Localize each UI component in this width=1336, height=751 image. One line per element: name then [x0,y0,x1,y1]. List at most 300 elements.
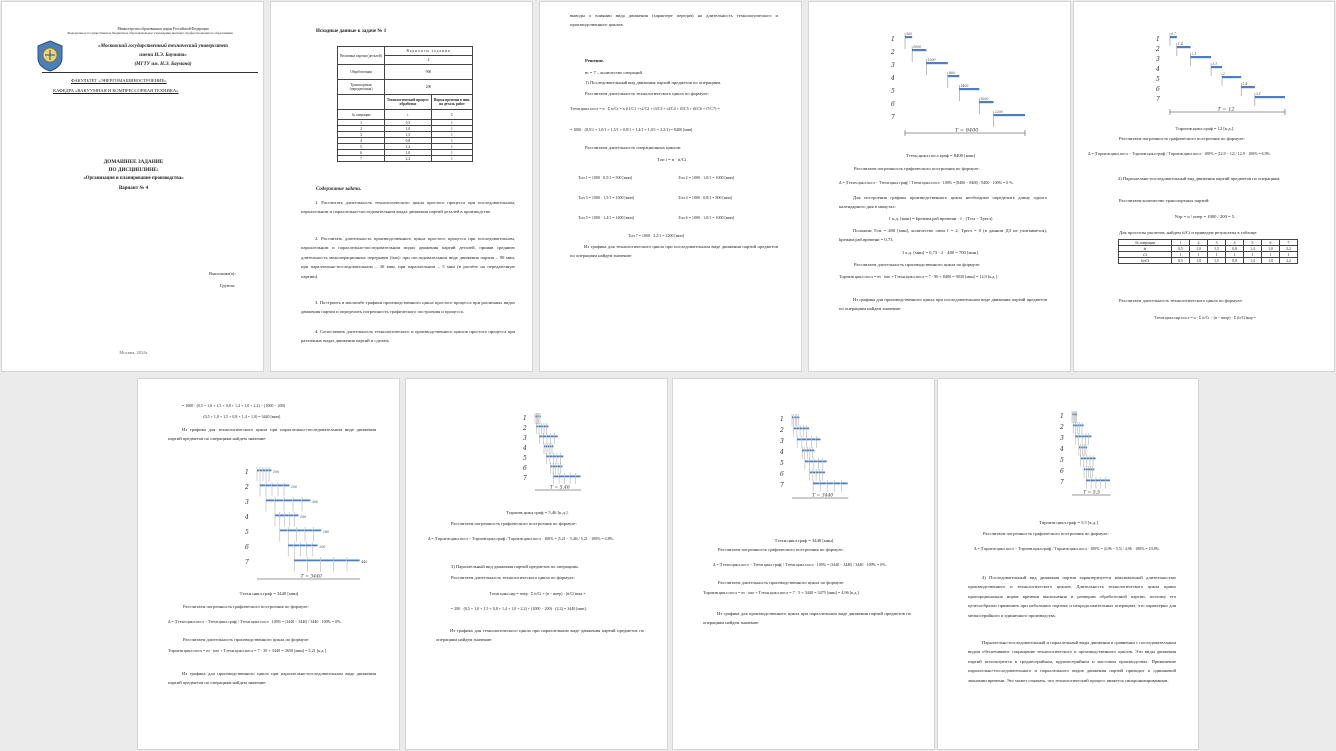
homework-title: ДОМАШНЕЕ ЗАДАНИЕ [103,159,164,165]
batch-bar [1081,458,1083,460]
content-title: Содержание задачи. [316,187,362,192]
page-5-production-graph[interactable] [1073,1,1335,372]
batch-bar [289,515,293,517]
table-cell: 200 [385,80,473,95]
table-cell: Норма времени в мин. на деталь работ [431,95,472,110]
batch-bar [550,456,553,458]
batch-bar [263,470,265,472]
row-label: 2 [523,425,527,432]
tech-cycle-label: Рассчитаем длительность технологического цикла по формуле: [451,575,575,580]
batch-bar [1089,436,1092,438]
operation-bar [905,36,912,38]
table-cell: 2,2 [385,156,432,162]
batch-bar [1101,480,1105,482]
batch-bar [795,417,796,419]
batch-bar [818,461,822,463]
table-cell: 1 [431,120,472,126]
table-cell [338,95,385,110]
batch-bar [802,450,804,452]
tech-formula-line-1: = 1000 · (0,5 + 1,0 + 1,5 + 0,8 + 1,4 + 1,0 + 2,2) − (1000 − 200) [182,403,285,408]
done-by-label: Выполнил(а): [209,271,236,276]
page-2-task[interactable] [270,1,533,372]
ministry-line: Министерство образования и науки Российской Федерации [117,27,209,31]
row-label: 5 [780,460,784,467]
batch-bar [812,439,816,441]
table-cell: 1 [1244,252,1262,258]
batch-bar [284,485,289,487]
row-label: 1 [245,469,249,476]
batch-bar [1084,458,1086,460]
operation-bar [1211,66,1222,68]
table-cell: 1 [1190,252,1208,258]
op-cycle-5: Tоп 5 = 1000 · 1,4/1 = 1400 [мин] [578,215,635,220]
table-cell: 1,0 [385,150,432,156]
table-cell: Величина партии (деталей) [338,47,385,65]
discipline-name: «Организация и планирование производства» [83,176,184,181]
table-cell: 1 [431,144,472,150]
op-cycle-7: Tоп 7 = 1000 · 2,2/1 = 2200 [мин] [628,233,685,238]
production-graph-intro: Из графика для производственного цикла при последовательном виде движения партий предметов по операциям найдем значение: [839,297,1047,312]
batch-bar [560,456,563,458]
batch-bar [1078,425,1080,427]
step-3-heading: 3) Параллельный вид движения партий предметов по операциям. [451,564,579,569]
row-label: 7 [1060,479,1064,486]
row-label: 4 [1060,446,1064,453]
table-cell: 1,0 [385,126,432,132]
batch-bar [539,426,541,428]
op-cycle-6: Tоп 6 = 1000 · 1,0/1 = 1000 [мин] [678,215,735,220]
row-label: 1 [780,416,784,423]
step-label: 1,4 [1177,42,1183,46]
batch-bar [813,483,819,485]
table-cell: 2,2 [1279,258,1297,264]
sequential-cycle-graph [889,32,1039,142]
graph-result: Tпроизв.цикл.граф = 5,46 [к.д.]. [506,510,569,515]
batch-bar [576,476,581,478]
step-label: 160 [300,515,307,519]
batch-bar [1091,469,1093,471]
batch-bar [312,545,317,547]
graph-result: Tтехн.цикл.посл.граф = 8400 [мин] [906,153,975,158]
error-formula-label: Рассчитаем погрешность графического построения по формуле: [983,531,1109,536]
batch-bar [1073,425,1075,427]
row-label: 1 [1060,413,1064,420]
task-paragraph-1: 1. Рассчитать длительность технологического цикла простого процесса при последовательном, параллельном и параллельно-последовательном видах движения партий деталей в производстве. [301,200,515,215]
batch-bar [297,530,305,532]
error-formula: Δ = |Tпроизв.цикл.посл − Tпроизв.цикл.граф| / Tпроизв.цикл.посл · 100% = |5,21 − 5,46| / 5,21 · 100% = 4,8%. [428,536,614,541]
intro-paragraph: выводы о влиянии вида движения (характере передач) на длительность технологического и производственного циклов. [570,13,778,28]
calendar-day-result: 1 к.д. [мин] = 0,73 · 2 · 480 = 700 [мин]. [901,250,980,255]
table-cell: 2 [338,126,385,132]
op-cycle-3: Tоп 3 = 1000 · 1,5/1 = 1500 [мин] [578,195,635,200]
batch-bar [1079,447,1080,449]
batch-bar [1086,480,1090,482]
batch-bar [1087,458,1089,460]
discipline-label: ПО ДИСЦИПЛИНЕ: [108,167,159,173]
error-formula-label: Рассчитаем погрешность графического построения по формуле: [1119,136,1245,141]
table-cell: 1,0 [1262,246,1280,252]
error-formula-label: Рассчитаем погрешность графического построения по формуле: [451,521,577,526]
row-label: 2 [1060,424,1064,431]
batch-bar [834,483,840,485]
table-cell: 1 [1262,252,1280,258]
operation-cycles-label: Рассчитаем длительность операционных циклов: [585,145,682,150]
batch-bar [559,476,564,478]
table-cell: 1,0 [1262,258,1280,264]
table-cell: 1 [1279,252,1297,258]
batch-bar [1079,436,1082,438]
batch-bar [537,426,539,428]
row-label: 3 [891,62,895,69]
row-label: 5 [245,529,249,536]
step-label: 1500 [927,58,936,62]
row-label: 3 [780,438,784,445]
table-cell: 900 [385,65,473,80]
step-label: 100 [273,470,280,474]
task-paragraph-2: 2. Рассчитать длительность производственного цикла простого процесса при последовательном, параллельном и параллельно-последовательном видах движения партий деталей, приняв среднюю длительность межоперационных перерывов (tмо): при последовательном виде движения партии – 90 мин, при параллельно-последовательном – 30 мин, при параллельном – 5 мин (в расчёте на передаточную партию). [301,236,515,279]
row-label: 1 [1156,36,1160,43]
row-label: 7 [245,559,249,566]
total-label: T = 3440 [300,574,322,580]
batch-bar [321,560,334,562]
batch-bar [1084,469,1086,471]
table-cell: Ci [1119,252,1172,258]
total-label: T = 3440 [812,493,834,499]
table-intro: Для простоты расчетов, найдем ti/Ci и приведем результаты в таблице: [1119,230,1258,235]
table-cell: 1 [338,120,385,126]
production-cycle-formula: Tпроизв.цикл.посл = m · tмо + Tтехн.цикл.посл = 7 · 90 + 8400 = 9030 [мин] = 12,9 [к.д.]. [839,274,998,279]
batch-bar [347,560,360,562]
row-label: 3 [1156,56,1160,63]
table-cell: 4 [338,138,385,144]
batch-bar [809,461,813,463]
batch-bar [1090,458,1092,460]
tech-cycle-label: Рассчитаем длительность технологического цикла по формуле: [1119,298,1243,303]
table-cell: 6 [338,150,385,156]
table-cell: 1,4 [1244,246,1262,252]
batch-bar [1093,469,1095,471]
cycle-formula-2: = 1000 · (0,5/1 + 1,0/1 + 1,5/1 + 0,8/1 + 1,4/1 + 1,0/1 + 2,2/1) = 8400 [мин]. [570,127,694,132]
page-8-parallel[interactable] [672,378,935,750]
batch-bar [280,530,288,532]
graph-result: Tпроизв.цикл.граф = 5,5 [к.д.]. [1038,520,1100,525]
batch-bar [294,515,298,517]
batch-bar [1085,436,1088,438]
total-label: T = 5,46 [550,485,570,491]
batch-bar [1096,480,1100,482]
batch-bar [812,450,814,452]
batch-bar [1075,425,1077,427]
operation-bar [912,49,926,51]
row-label: 3 [245,499,249,506]
table-cell: 1,5 [1208,246,1226,252]
batch-bar [822,472,825,474]
row-label: 4 [245,514,249,521]
batch-bar [334,560,347,562]
row-label: 5 [891,88,895,95]
batch-bar [827,483,833,485]
row-label: 6 [891,101,895,108]
error-formula: Δ = |Tпроизв.цикл.посл − Tпроизв.цикл.граф| / Tпроизв.цикл.посл · 100% = |12,9 − 12| / 12,9 · 100% = 6,9%. [1088,151,1271,156]
batch-bar [288,545,293,547]
step-label: 3,1 [1255,92,1261,96]
batch-bar [816,472,819,474]
step-label: 800 [948,71,955,75]
operation-cycle-formula: Tоп i = n · ti/Ci [656,157,687,162]
batch-bar [810,450,812,452]
batch-bar [805,461,809,463]
table-cell: 0,8 [385,138,432,144]
table-cell: 1,4 [1244,258,1262,264]
step-1-heading: 1) Последовательный вид движения партий предметов по операциям. [585,80,722,85]
graph-intro-paragraph: Из графика для технологического цикла при параллельно-последовательном виде движения партий предметов по операциям найдем значение: [168,427,376,442]
table-cell: Технологический процесс обработки [385,95,432,110]
batch-bar [814,461,818,463]
row-label: 4 [1156,66,1160,73]
op-cycle-2: Tоп 2 = 1000 · 1,0/1 = 1000 [мин] [678,175,735,180]
row-label: 6 [780,471,784,478]
task-paragraph-4: 4. Сопоставить длительность технологического и производственного циклов простого процесса при различных видах движения партий и сделать [301,329,515,344]
row-label: 2 [780,427,784,434]
batch-bar [797,417,798,419]
batch-bar [307,560,320,562]
row-label: 7 [1156,96,1160,103]
par-seq-cycle-graph [243,465,368,585]
batch-bar [553,456,556,458]
batch-bar [1082,425,1084,427]
table-cell: С [431,110,472,120]
par-seq-production-graph [521,411,611,496]
batch-bar [561,466,563,468]
source-data-title: Исходные данные к задаче № 1 [316,29,387,34]
batch-bar [302,500,310,502]
production-cycle-label: Рассчитаем длительность производственного цикла по формуле: [183,637,310,642]
row-label: 7 [891,114,895,121]
row-label: 1 [523,415,527,422]
row-label: 5 [1060,457,1064,464]
table-cell: 1 [431,126,472,132]
batch-bar [547,426,549,428]
batch-bar [288,530,296,532]
step-label: 200 [291,485,298,489]
table-cell: t [385,110,432,120]
operation-bar [1222,76,1241,78]
table-cell: Варианты задания [385,47,473,56]
batch-bar [306,545,311,547]
batch-bar [272,485,277,487]
row-label: 6 [1060,468,1064,475]
batch-bar [1086,447,1087,449]
page-4-sequential-graph[interactable] [808,1,1071,372]
batch-bar [285,515,289,517]
operation-bar [979,101,993,103]
batch-bar [802,439,806,441]
operation-bar [1255,96,1285,98]
total-label: T = 8400 [955,127,979,134]
page-9-conclusion[interactable] [937,378,1199,750]
step-label: 300 [312,500,319,504]
row-label: 2 [1156,46,1160,53]
conclusion-paragraph-2: Параллельно-последовательный и параллельный виды движения в сравнении с последовательным видом обеспечивают сокращение технологического и производственного циклов. Эти виды движения партий используются в среднесерийном, крупносерийном и массовом производствах. Применение параллельно-последовательного и параллельного видов движения партий приводит к одинаковой экономии времени. Это может означать, что технологический процесс является синхронизированным. [968,640,1176,683]
transport-batch-formula: Nтр = n / nпер = 1000 / 200 = 5. [1174,214,1236,219]
operations-count: m = 7 – количество операций. [585,70,644,75]
batch-bar [1106,480,1110,482]
row-label: 7 [780,482,784,489]
table-cell: 1 [431,132,472,138]
graph-result: Tпроизв.цикл.граф = 12 [к.д.]. [1175,126,1235,131]
production-graph-intro: Из графика для производственного цикла при параллельном виде движения партий предметов по операциям найдем значение: [703,611,911,626]
row-label: 7 [523,475,527,482]
batch-bar [819,472,822,474]
row-label: 5 [1156,76,1160,83]
batch-bar [1082,447,1083,449]
table-cell: 5 [338,144,385,150]
table-cell: 2 [1190,240,1208,246]
batch-bar [542,426,544,428]
batch-bar [275,500,283,502]
table-cell: 0,8 [1226,258,1244,264]
batch-bar [300,545,305,547]
table-cell: 1 [1172,252,1190,258]
step-label: 280 [322,530,329,534]
batch-bar [551,436,554,438]
table-cell: ti [1119,246,1172,252]
production-cycle-label: Рассчитаем длительность производственного цикла по формуле: [854,262,981,267]
page-7-par-seq-production[interactable] [405,378,668,750]
table-cell: 7 [338,156,385,162]
batch-bar [546,446,547,448]
row-label: 6 [1156,86,1160,93]
table-cell: 3 [1208,240,1226,246]
sequential-production-graph [1154,32,1304,117]
group-label: Группа: [220,283,236,288]
batch-bar [556,466,558,468]
page-6-par-seq[interactable] [137,378,400,750]
parallel-cycle-graph [778,412,888,504]
error-formula-label: Рассчитаем погрешность графического построения по формуле: [718,547,844,552]
row-label: 4 [523,445,527,452]
batch-bar [552,446,553,448]
parallel-formula-values: = 200 · (0,5 + 1,0 + 1,5 + 0,8 + 1,4 + 1,0 + 2,2) + (1000 − 200) · (2,2) = 3440 [мин]. [451,606,587,611]
batch-bar [1088,469,1090,471]
calendar-day-formula: 1 к.д. [мин] = kрежим.раб.времени · f · (Tсм − Tрегл) [888,216,993,221]
federal-line: Федеральное государственное бюджетное образовательное учреждение высшего профессионального образования [67,31,233,35]
step-label: 2 [1223,72,1226,76]
operation-bar [1241,86,1255,88]
batch-bar [550,446,551,448]
total-label: T = 5,5 [1083,490,1101,496]
step-label: 1,1 [1212,62,1218,66]
step-label: 0,7 [1171,32,1177,36]
step-2-heading: 2) Параллельно-последовательный вид движения партий предметов по операциям. [1118,176,1281,181]
cycle-formula-1: Tтехн.цикл.посл = n · Σ ti/Ci = n·(t1/C1 + t2/C2 + t3/C3 + t4/C4 + t5/C5 + t6/C6 + t7/C7) = [570,106,720,111]
batch-bar [823,461,827,463]
task-paragraph-3: 3. Построить в масштабе графики производственного цикла простого процесса при различных видах движения партии и определить погрешность графического построения и процесса. [301,300,515,315]
op-cycle-4: Tоп 4 = 1000 · 0,8/1 = 800 [мин] [678,195,733,200]
row-label: 2 [891,49,895,56]
batch-bar [1080,425,1082,427]
graph-result: Tтехн.цикл.граф = 3440 [мин]. [774,538,835,543]
batch-bar [547,436,550,438]
parallel-formula: Tтехн.цикл.пар = nпер · Σ ti/Ci + (n − nпер) · (ti/Ci)max = [489,591,586,596]
university-name-1: «Московский государственный технический университет [98,44,228,49]
batch-bar [278,485,283,487]
operation-bar [926,62,947,64]
step-label: 1000 [913,45,922,49]
batch-bar [266,500,274,502]
batch-bar [792,417,793,419]
page-3-solution[interactable] [539,1,802,372]
row-label: 6 [523,465,527,472]
step-label: 2200 [994,110,1003,114]
faculty-line: ФАКУЛЬТЕТ «ЭНЕРГОМАШИНОСТРОЕНИЕ» [71,78,167,83]
table-row [338,156,473,162]
batch-bar [544,446,545,448]
conclusion-paragraph-1: 4) Последовательный вид движения партии характеризуется максимальной длительностью производственного и технологического циклов. Длительность технологического цикла прямо пропорциональна норме времени выполнения и размерам обработочной партии, поэтому его целесообразно применять при небольших партиях и непродолжительных операциях, что характерно для мелкосерийного и единичного производства. [968,575,1176,618]
batch-bar [543,436,546,438]
table-cell: 4 [1226,240,1244,246]
batch-bar [807,450,809,452]
table-cell: 4 [385,56,473,65]
row-label: 3 [523,435,527,442]
step-label: 500 [906,32,913,36]
batch-bar [269,470,271,472]
table-cell: Обработочная [338,65,385,80]
error-formula: Δ = |Tтехн.цикл.посл − Tтехн.цикл.граф| / Tтехн.цикл.посл · 100% = |8400 − 8400| / 8400 · 100% = 0 %. [839,180,1014,185]
city-year: Москва, 2024г [119,350,148,355]
error-formula-label: Рассчитаем погрешность графического построения по формуле: [854,166,980,171]
batch-bar [570,476,575,478]
error-formula-label: Рассчитаем погрешность графического построения по формуле: [183,604,309,609]
tech-cycle-formula: Tтехн.цикл.пар.посл = n · Σ ti/Ci − (n − nпер) · Σ (ti/Ci)кор = [1154,315,1256,320]
table-cell: 1 [1226,252,1244,258]
batch-bar [820,483,826,485]
batch-bar [294,560,307,562]
batch-bar [280,515,284,517]
batch-bar [794,428,797,430]
operation-bar [1170,36,1177,38]
table-cell: 1,5 [385,132,432,138]
table-cell: 0,5 [1172,246,1190,252]
step-1-formula-label: Рассчитаем длительность технологического цикла по формуле: [585,91,709,96]
solution-heading: Решение. [585,58,605,63]
source-data-table [337,46,473,162]
production-cycle-formula: Tпроизв.цикл.посл = m · tмо + Tтехн.цикл.посл = 7 · 30 + 3440 = 3650 [мин] = 5,21 [к.д.]. [168,648,327,653]
operation-bar [959,88,979,90]
batch-bar [266,470,268,472]
batch-bar [548,446,549,448]
table-cell: 1 [1172,240,1190,246]
production-cycle-formula: Tпроизв.цикл.посл = m · tмо + Tтехн.цикл.посл = 7 · 5 + 3440 = 3475 [мин] = 4,96 [к.д.]. [703,590,860,595]
step-label: 440 [361,560,368,564]
op-cycle-1: Tоп 1 = 1000 · 0,5/1 = 500 [мин] [578,175,633,180]
error-formula: Δ = |Tпроизв.цикл.посл − Tпроизв.цикл.граф| / Tпроизв.цикл.посл · 100% = |4,96 − 5,5| / 4,96 · 100% = 10,8%. [974,546,1160,551]
operation-bar [948,75,959,77]
batch-bar [266,485,271,487]
page-1-title[interactable] [1,1,264,372]
table-cell: 3 [338,132,385,138]
table-cell: Транспортная (передаточная) [338,80,385,95]
table-cell: 2,2 [1279,246,1297,252]
variant-label: Вариант № 4 [118,186,149,191]
table-cell: ti/Ci [1119,258,1172,264]
batch-bar [313,530,321,532]
table-cell: 5 [1244,240,1262,246]
batch-bar [551,466,553,468]
batch-bar [294,545,299,547]
table-cell: № операции [338,110,385,120]
batch-bar [1091,480,1095,482]
